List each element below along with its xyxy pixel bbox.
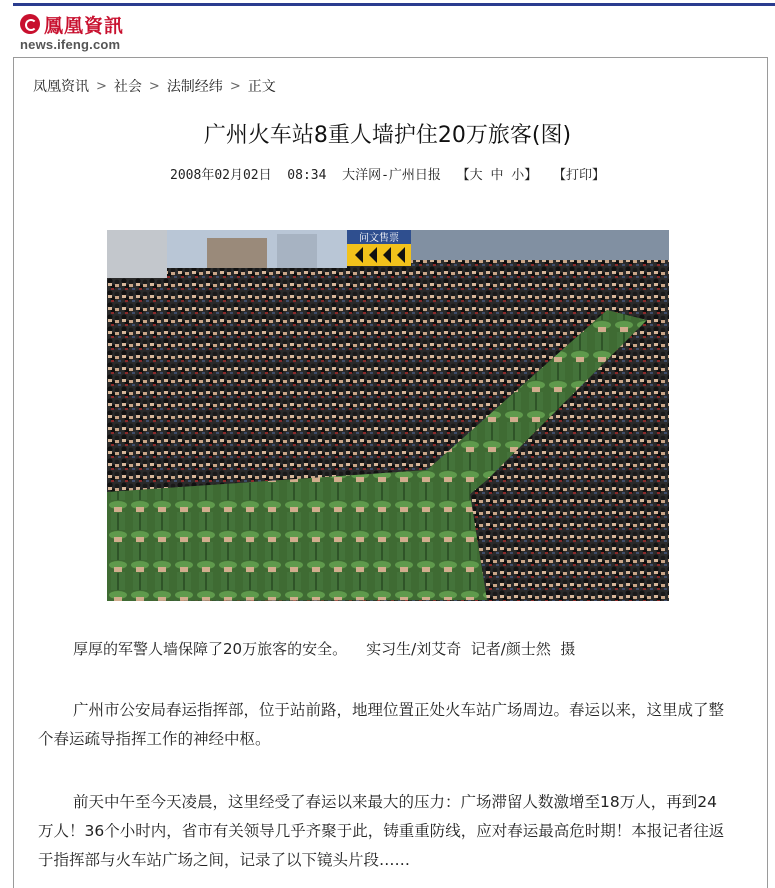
logo-chinese-text: 鳳凰資訊 xyxy=(44,14,125,37)
article-photo xyxy=(107,230,669,601)
breadcrumb-society-link[interactable]: 社会 xyxy=(113,79,142,95)
breadcrumb-home-link[interactable]: 凤凰资讯 xyxy=(33,79,89,95)
article-meta xyxy=(0,164,775,183)
publish-time: 08:34 xyxy=(287,168,327,183)
site-logo[interactable] xyxy=(20,12,155,52)
chevron-right-icon: > xyxy=(229,78,241,94)
photo-sign-text: 问文售票 xyxy=(359,233,399,244)
article-paragraph: 广州市公安局春运指挥部，位于站前路，地理位置正处火车站广场周边。春运以来，这里成了整个春运疏导指挥工作的神经中枢。 xyxy=(38,701,725,748)
publish-date: 2008年02月02日 xyxy=(170,168,272,183)
breadcrumb xyxy=(33,76,276,96)
reporter-credit: 记者/颜士然 xyxy=(470,640,551,658)
chevron-right-icon: > xyxy=(96,78,107,94)
photographer-credit: 实习生/刘艾奇 xyxy=(366,640,462,658)
font-size-small-button[interactable]: 小 xyxy=(511,168,525,183)
article-paragraph: 前天中午至今天凌晨，这里经受了春运以来最大的压力：广场滞留人数激增至18万人，再到24万人！36个小时内，省市有关领导几乎齐聚于此，铸重重防线，应对春运最高危时期！本报记者往返于指挥部与火车站广场之间，记录了以下镜头片段…… xyxy=(38,793,725,869)
font-size-open-bracket: 【 xyxy=(456,168,470,183)
logo-domain-text: news.ifeng.com xyxy=(20,37,121,52)
photo-caption xyxy=(73,638,575,659)
chevron-right-icon: > xyxy=(148,78,160,94)
breadcrumb-current: 正文 xyxy=(247,79,276,95)
caption-text: 厚厚的军警人墙保障了20万旅客的安全。 xyxy=(73,640,348,658)
font-size-medium-button[interactable]: 中 xyxy=(490,168,504,183)
shot-by-label: 摄 xyxy=(560,640,576,658)
article-title: 广州火车站8重人墙护住20万旅客(图) xyxy=(203,123,572,148)
article-source: 大洋网-广州日报 xyxy=(342,168,441,183)
breadcrumb-law-link[interactable]: 法制经纬 xyxy=(166,79,223,95)
font-size-large-button[interactable]: 大 xyxy=(469,168,483,183)
phoenix-logo-icon xyxy=(20,14,40,34)
top-bar xyxy=(13,3,775,6)
print-button[interactable]: 【打印】 xyxy=(552,168,605,183)
crowd-photo-image xyxy=(107,230,669,601)
font-size-close-bracket: 】 xyxy=(524,168,538,183)
